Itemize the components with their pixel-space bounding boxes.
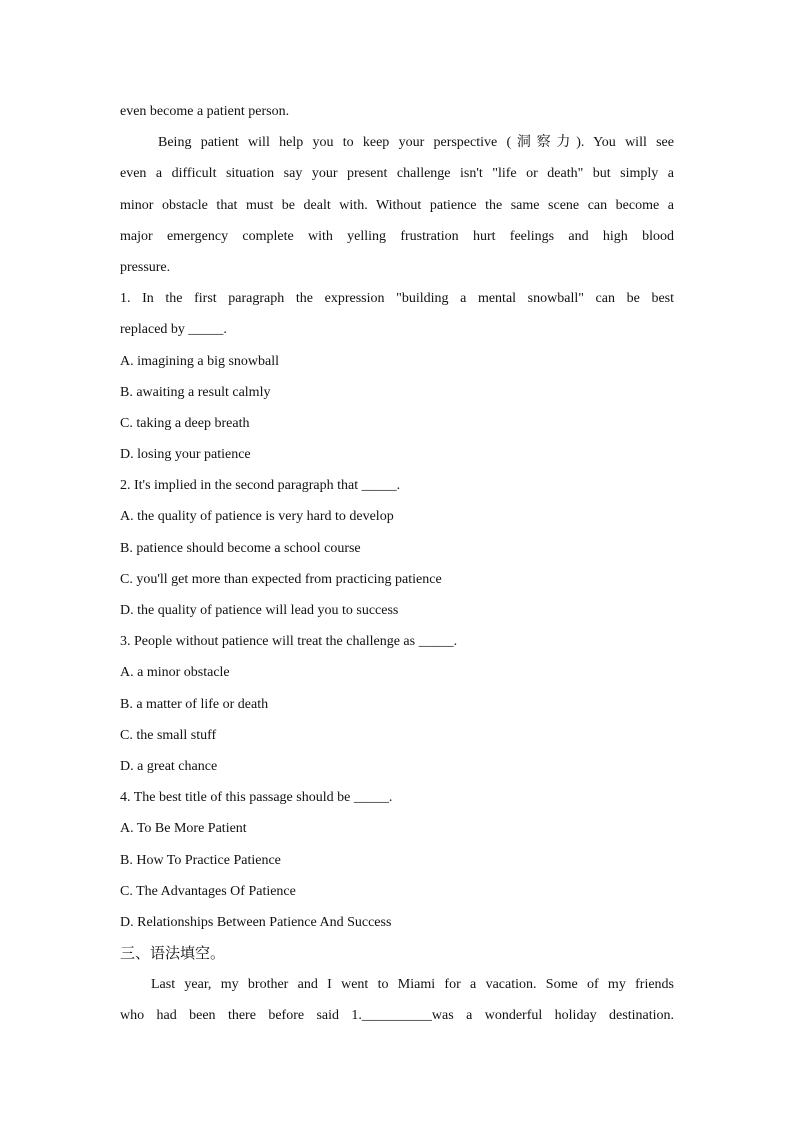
question-stem: 3. People without patience will treat the challenge as _____. [120,634,458,650]
passage-line: major emergency complete with yelling frustration hurt feelings and high blood [120,228,674,244]
question-3 [120,626,674,782]
answer-option: A. To Be More Patient [120,821,247,837]
answer-option: A. a minor obstacle [120,665,230,681]
answer-option: D. losing your patience [120,447,251,463]
passage-line: even a difficult situation say your present challenge isn't "life or death" but simply a [120,166,674,182]
passage-line: minor obstacle that must be dealt with. Without patience the same scene can become a [120,197,674,213]
answer-option: A. imagining a big snowball [120,353,280,369]
answer-option: C. you'll get more than expected from practicing patience [120,571,442,587]
answer-option: B. a matter of life or death [120,696,269,712]
question-stem: 2. It's implied in the second paragraph that _____. [120,478,401,494]
answer-option: B. How To Practice Patience [120,852,281,868]
document-page [120,96,674,1032]
answer-option: D. the quality of patience will lead you to success [120,603,399,618]
question-1 [120,283,674,470]
question-stem: 4. The best title of this passage should be _____. [120,790,393,806]
question-2 [120,470,674,626]
answer-option: D. Relationships Between Patience And Success [120,914,392,930]
answer-option: C. the small stuff [120,727,217,743]
answer-option: B. patience should become a school course [120,540,361,556]
answer-option: C. The Advantages Of Patience [120,883,296,899]
answer-option: D. a great chance [120,758,218,774]
answer-option: A. the quality of patience is very hard to develop [120,509,394,525]
question-stem: replaced by _____. [120,322,227,338]
answer-option: C. taking a deep breath [120,415,250,431]
passage-line: Last year, my brother and I went to Miami for a vacation. Some of my friends [151,977,674,993]
answer-option: B. awaiting a result calmly [120,384,271,400]
question-stem: 1. In the first paragraph the expression "building a mental snowball" can be best [120,291,674,307]
passage-line: even become a patient person. [120,104,290,119]
passage-line: pressure. [120,259,171,275]
passage-line: who had been there before said 1.__________was a wonderful holiday destination. [120,1008,674,1024]
question-4 [120,782,674,938]
passage-line: Being patient will help you to keep your perspective (洞察力). You will see [158,135,674,151]
section-heading: 三、语法填空。 [120,944,226,963]
